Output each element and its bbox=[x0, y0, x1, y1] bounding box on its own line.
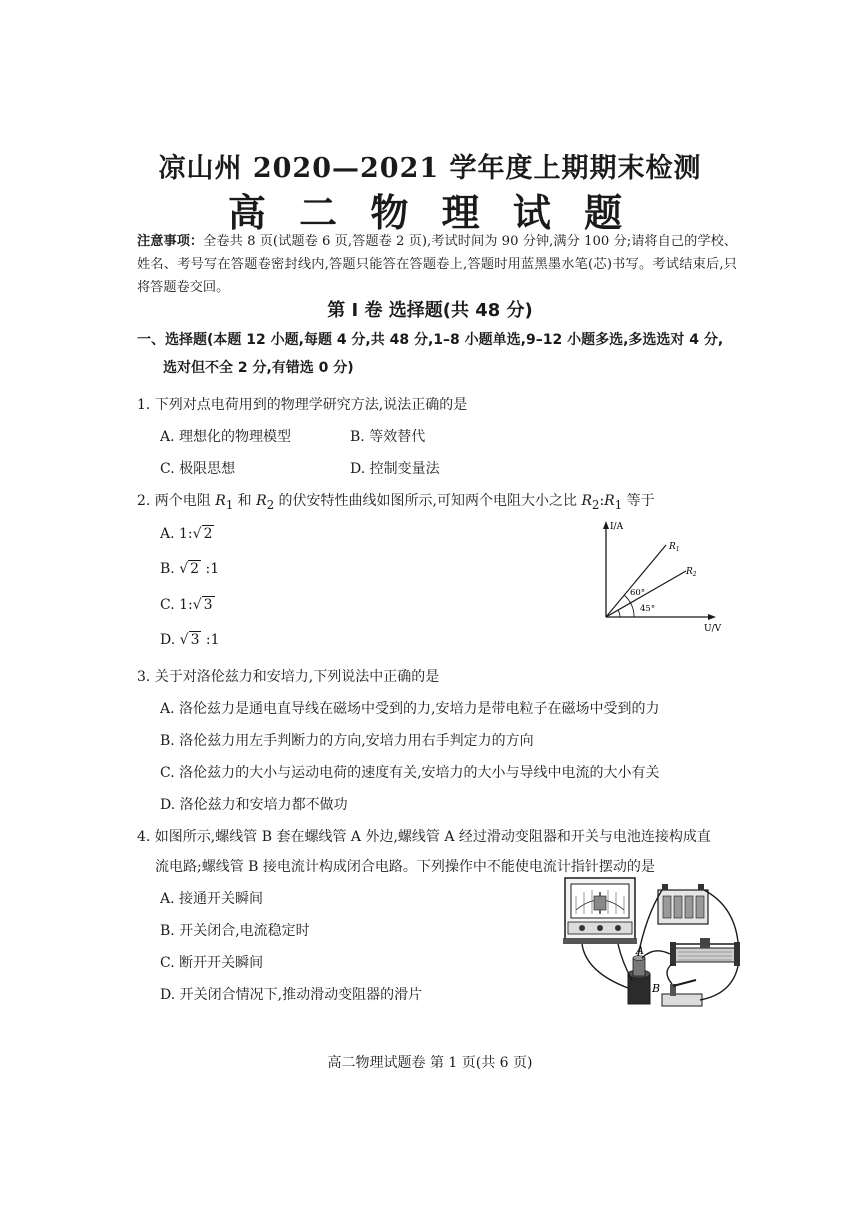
q1-option-d: D. 控制变量法 bbox=[350, 461, 440, 477]
switch bbox=[662, 980, 702, 1006]
notice-label: 注意事项： bbox=[137, 234, 204, 249]
notice-block bbox=[137, 230, 737, 299]
angle-60-label: 60° bbox=[630, 588, 646, 598]
galvanometer bbox=[563, 878, 637, 944]
q4-option-c: C. 断开开关瞬间 bbox=[160, 955, 264, 971]
angle-arc-45 bbox=[618, 610, 620, 617]
q2-option-c: C. 1:√ 3 bbox=[160, 597, 213, 613]
r1-label: $R_1$ bbox=[669, 542, 680, 553]
q1-option-b: B. 等效替代 bbox=[350, 429, 426, 445]
q4-option-a: A. 接通开关瞬间 bbox=[160, 891, 264, 907]
q2-option-a: A. 1:√ 2 bbox=[160, 526, 213, 542]
x-axis-label: U/V bbox=[704, 624, 722, 634]
question-4-stem-line-1: 4. 如图所示,螺线管 B 套在螺线管 A 外边,螺线管 A 经过滑动变阻器和开关与电池连接构成直 bbox=[137, 829, 711, 845]
y-axis-arrow bbox=[603, 521, 609, 529]
q1-option-a: A. 理想化的物理模型 bbox=[160, 429, 292, 445]
q4-option-b: B. 开关闭合,电流稳定时 bbox=[160, 923, 310, 939]
page-footer: 高二物理试题卷 第 1 页(共 6 页) bbox=[327, 1055, 533, 1071]
q3-option-a: A. 洛伦兹力是通电直导线在磁场中受到的力,安培力是带电粒子在磁场中受到的力 bbox=[160, 701, 660, 717]
part-title: 第 Ⅰ 卷 选择题(共 48 分) bbox=[327, 300, 533, 321]
q3-option-c: C. 洛伦兹力的大小与运动电荷的速度有关,安培力的大小与导线中电流的大小有关 bbox=[160, 765, 660, 781]
question-3-stem: 3. 关于对洛伦兹力和安培力,下列说法中正确的是 bbox=[137, 669, 440, 685]
r2-label: $R_2$ bbox=[686, 567, 697, 578]
x-axis-arrow bbox=[708, 614, 716, 620]
q2-option-b: B. √ 2 :1 bbox=[160, 561, 220, 577]
induction-apparatus-figure bbox=[562, 876, 748, 1014]
y-axis-label: I/A bbox=[610, 522, 624, 532]
question-2-stem: 2. 两个电阻 $R_1$ 和 $R_2$ 的伏安特性曲线如图所示,可知两个电阻大小之比 $R_2:R_1$ 等于 bbox=[137, 493, 655, 512]
q3-option-d: D. 洛伦兹力和安培力都不做功 bbox=[160, 797, 348, 813]
exam-title: 凉山州 2020—2021 学年度上期期末检测 bbox=[158, 153, 702, 184]
q2-option-d: D. √ 3 :1 bbox=[160, 632, 220, 648]
q4-option-d: D. 开关闭合情况下,推动滑动变阻器的滑片 bbox=[160, 987, 423, 1003]
question-4-stem-line-2: 流电路;螺线管 B 接电流计构成闭合电路。下列操作中不能使电流计指针摆动的是 bbox=[155, 859, 655, 875]
notice-text: 全卷共 8 页(试题卷 6 页,答题卷 2 页),考试时间为 90 分钟,满分 100 分;请将自己的学校、姓名、考号写在答题卷密封线内,答题只能答在答题卷上,答题时用蓝黑墨水笔(芯)书写。考试结束后,只将答题卷交回。 bbox=[137, 234, 737, 295]
section-line-1: 一、选择题(本题 12 小题,每题 4 分,共 48 分,1–8 小题单选,9–12 小题多选,多选选对 4 分, bbox=[137, 332, 724, 348]
label-b: B bbox=[652, 982, 661, 995]
angle-45-label: 45° bbox=[640, 604, 656, 614]
section-line-2: 选对但不全 2 分,有错选 0 分) bbox=[163, 360, 354, 376]
rheostat bbox=[670, 938, 740, 966]
subject-title: 高 二 物 理 试 题 bbox=[227, 191, 633, 235]
solenoid-a bbox=[633, 956, 645, 977]
battery bbox=[658, 884, 708, 924]
iv-characteristic-figure bbox=[590, 515, 730, 635]
line-r1 bbox=[606, 545, 666, 617]
label-a: A bbox=[636, 944, 644, 957]
question-1-stem: 1. 下列对点电荷用到的物理学研究方法,说法正确的是 bbox=[137, 397, 468, 413]
q3-option-b: B. 洛伦兹力用左手判断力的方向,安培力用右手判定力的方向 bbox=[160, 733, 534, 749]
q1-option-c: C. 极限思想 bbox=[160, 461, 236, 477]
section-heading bbox=[137, 326, 757, 382]
